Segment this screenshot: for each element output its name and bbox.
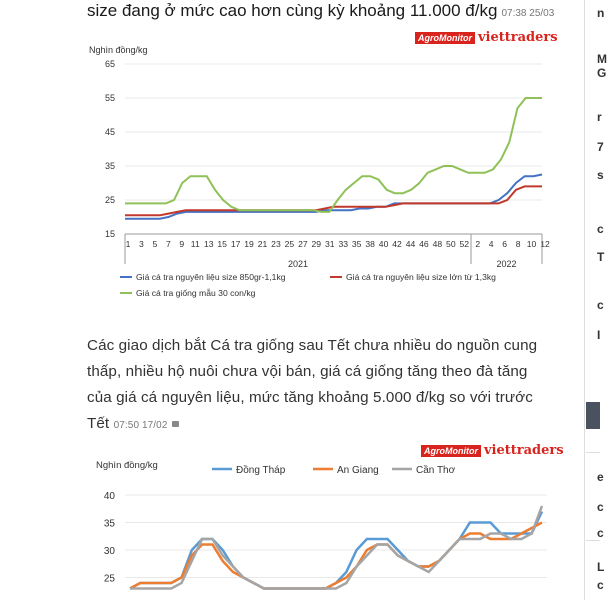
x-tick-label: 8 [515,239,521,249]
legend-label: An Giang [337,465,379,476]
sidebar-clipped-text[interactable]: I [597,328,601,342]
sidebar-clipped-text[interactable]: s [597,168,604,182]
x-tick-label: 50 [446,239,456,249]
brand-logo [415,30,558,45]
x-tick-label: 42 [392,239,402,249]
x-tick-label: 29 [311,239,322,249]
series-line-3 [125,98,542,212]
x-tick-label: 27 [298,239,308,249]
sidebar-clipped-text[interactable]: T [597,250,605,264]
sidebar-clipped-text[interactable]: c [597,500,604,514]
x-tick-label: 12 [540,239,550,249]
x-tick-label: 1 [125,239,131,249]
x-tick-label: 5 [152,239,158,249]
viettraders-logo: viettraders [478,30,558,45]
article-headline[interactable] [87,0,567,26]
x-tick-label: 17 [230,239,241,249]
x-tick-label: 25 [284,239,295,249]
x-tick-label: 31 [324,239,335,249]
sidebar-clipped-text[interactable]: n [597,6,605,20]
x-tick-label: 40 [378,239,389,249]
year-label: 2022 [496,259,517,269]
y-tick-label: 25 [104,195,115,205]
right-sidebar [584,0,607,600]
agromonitor-logo: AgroMonitor [421,445,481,457]
x-tick-label: 23 [271,239,281,249]
x-tick-label: 48 [432,239,443,249]
y-tick-label: 35 [104,161,115,171]
sidebar-clipped-text[interactable]: G [597,66,607,80]
headline-time: 07:38 25/03 [501,8,555,19]
year-label: 2021 [287,259,309,269]
series-line-3 [130,506,542,589]
sidebar-clipped-text[interactable]: L [597,560,605,574]
x-tick-label: 6 [502,239,508,249]
x-tick-label: 13 [203,239,214,249]
x-tick-label: 33 [338,239,349,249]
x-tick-label: 21 [257,239,268,249]
x-tick-label: 44 [405,239,416,249]
chart-fish-price-2021-2022 [87,44,557,314]
y-tick-label: 65 [104,59,115,69]
x-tick-label: 11 [190,239,200,249]
headline-text[interactable]: size đang ở mức cao hơn cùng kỳ khoảng 11.000 đ/kg [87,1,498,20]
y-axis-label: Nghìn đồng/kg [96,460,158,471]
x-tick-label: 15 [217,239,227,249]
paragraph-time: 07:50 17/02 [113,420,168,431]
x-tick-label: 9 [179,239,185,249]
x-tick-label: 19 [244,239,254,249]
legend-label: Giá cá tra giống mẫu 30 con/kg [136,288,256,298]
x-tick-label: 52 [459,239,470,249]
y-tick-label: 15 [104,229,115,239]
lock-icon [172,421,179,427]
y-tick-label: 25 [103,573,115,585]
series-line-1 [125,175,542,219]
y-tick-label: 45 [104,127,115,137]
paragraph-text[interactable]: Các giao dịch bắt Cá tra giống sau Tết chưa nhiều do nguồn cung thấp, nhiều hộ nuôi chưa vội bán, giá cá giống tăng theo đà tăng của giá cá nguyên liệu, mức tăng khoảng 5.000 đ/kg so với trước Tết [87,337,538,432]
sidebar-header-block [586,402,600,429]
x-tick-label: 38 [365,239,375,249]
x-tick-label: 10 [526,239,537,249]
sidebar-clipped-text[interactable]: r [597,110,602,124]
sidebar-clipped-text[interactable]: c [597,578,604,592]
sidebar-divider [586,540,600,541]
x-tick-label: 4 [488,239,494,249]
legend-label: Cần Thơ [416,465,456,476]
x-tick-label: 46 [419,239,429,249]
y-tick-label: 40 [103,491,115,502]
legend-label: Giá cá tra nguyên liệu size 850gr-1,1kg [136,272,286,282]
sidebar-clipped-text[interactable]: c [597,526,604,540]
chart-seed-fish-price-provinces [87,455,557,605]
sidebar-clipped-text[interactable]: M [597,52,607,66]
legend-label: Đồng Tháp [236,465,286,476]
y-tick-label: 55 [104,93,115,103]
y-tick-label: 35 [103,518,115,530]
y-axis-label: Nghìn đồng/kg [89,45,148,55]
x-tick-label: 3 [139,239,144,249]
article-paragraph[interactable] [87,333,542,439]
agromonitor-logo: AgroMonitor [415,32,475,44]
sidebar-clipped-text[interactable]: c [597,298,604,312]
sidebar-clipped-text[interactable]: c [597,222,604,236]
series-line-2 [130,523,542,589]
x-tick-label: 2 [475,239,481,249]
x-tick-label: 7 [165,239,171,249]
legend-label: Giá cá tra nguyên liệu size lớn từ 1,3kg [346,272,496,282]
y-tick-label: 30 [103,546,115,557]
sidebar-clipped-text[interactable]: 7 [597,140,604,154]
sidebar-divider [586,452,600,453]
viettraders-logo: viettraders [484,443,564,458]
sidebar-clipped-text[interactable]: e [597,470,604,484]
x-tick-label: 35 [351,239,362,249]
